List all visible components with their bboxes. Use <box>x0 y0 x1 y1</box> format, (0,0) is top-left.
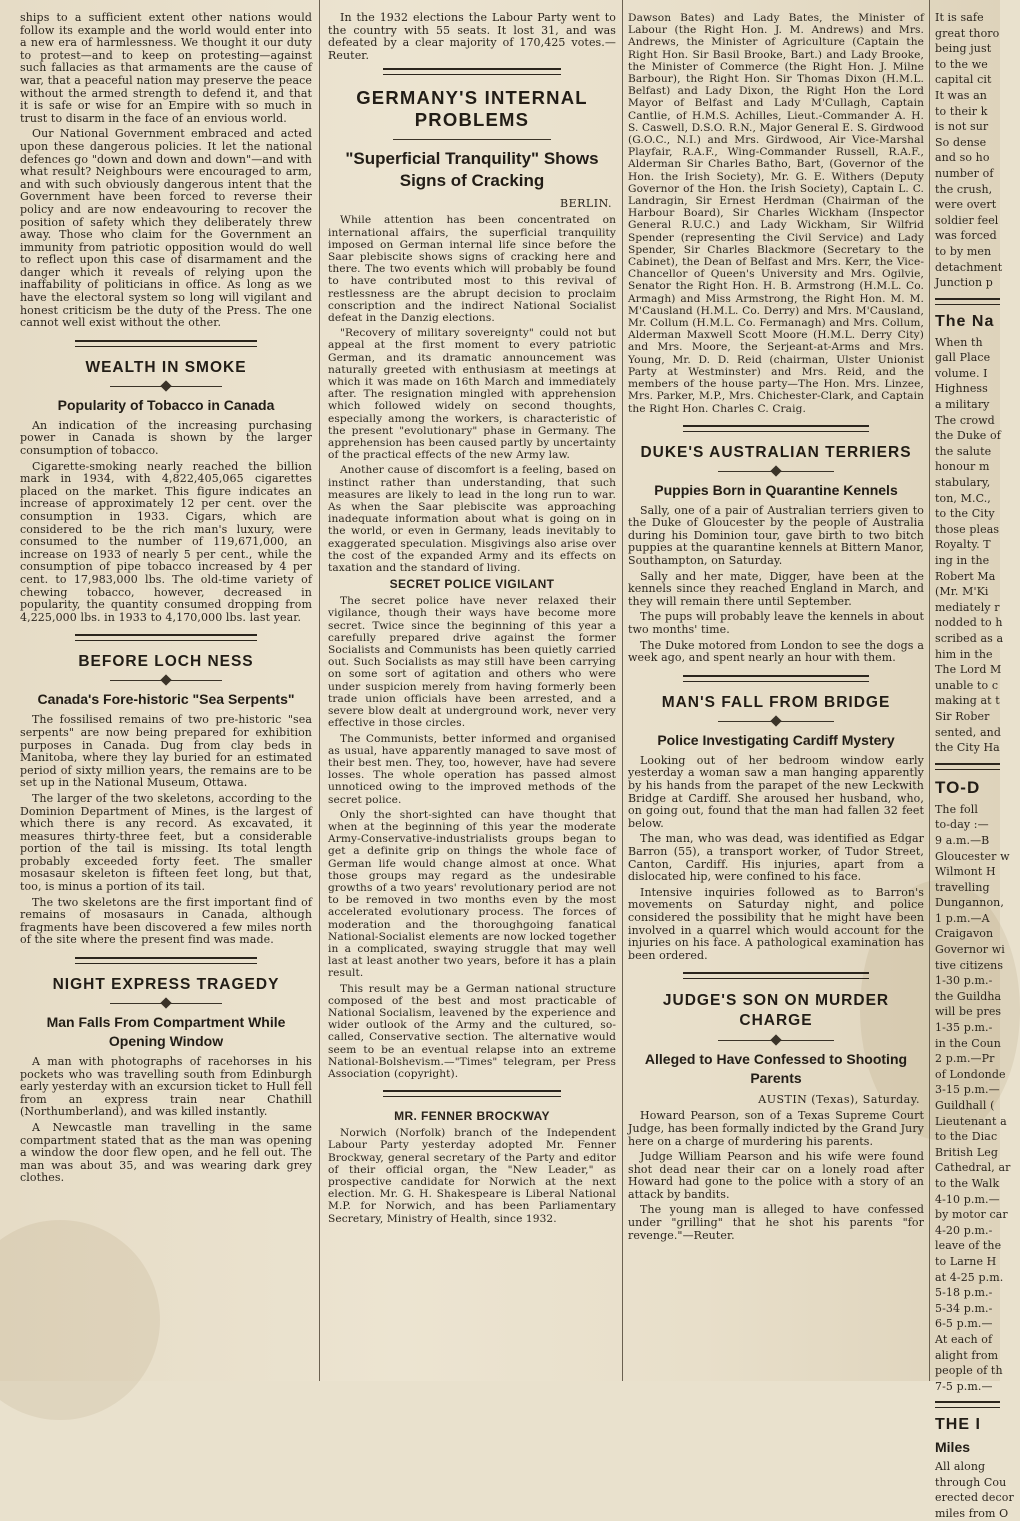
cropped-text-line: will be pres <box>935 1005 1002 1019</box>
section-rule <box>935 298 1000 305</box>
cropped-text-line: Royalty. T <box>935 538 991 552</box>
editorial-paragraph: ships to a sufficient extent other nations would follow its example and the world would enter into a new era of harmlessness. We thought it our duty to protest—and to keep on protesting—against such fallacies as that armaments are the cause of war, that a peaceful nation may preserve the peace without the armed strength to defend it, and that it is safe or wise for an Empire with so much in trust to disarm in the face of an envious world. <box>20 11 312 125</box>
section-rule <box>683 972 869 979</box>
cropped-text-line: being just <box>935 42 992 56</box>
article-paragraph: A Newcastle man travelling in the same compartment stated that as the man was opening a window the door flew open, and he fell out. The man was about 35, and was wearing dark grey clothes. <box>20 1121 312 1185</box>
cropped-text-line: 5-18 p.m.- <box>935 1286 993 1300</box>
section-rule <box>935 1401 1000 1408</box>
cropped-text-line: to-day :— <box>935 818 989 832</box>
column-1 <box>20 0 312 1381</box>
cropped-text-line: tive citizens <box>935 958 1004 972</box>
subhead-cardiff-mystery: Police Investigating Cardiff Mystery <box>657 731 895 748</box>
section-rule <box>75 634 257 641</box>
headline-before-loch-ness: BEFORE LOCH NESS <box>78 653 254 671</box>
article-paragraph: The pups will probably leave the kennels in about two months' time. <box>628 610 924 637</box>
headline-fenner-brockway: MR. FENNER BROCKWAY <box>394 1109 550 1124</box>
cropped-text-line: capital cit <box>935 73 992 87</box>
cropped-text-line: Dungannon, <box>935 896 1004 910</box>
cropped-text-line: Junction p <box>935 276 993 290</box>
article-paragraph: This result may be a German national structure composed of the best and most practicable of National Socialism, leavened by the experience and wider outlook of the Army and the cultured, so-called, Conservative section. The alternative would seem to be an eventual relapse into an extreme National-Bolshevism.—"Times" telegram, per Press Association (copyright). <box>328 982 616 1080</box>
article-paragraph: Howard Pearson, son of a Texas Supreme Court Judge, has been formally indicted by the Grand Jury here on a charge of murdering his parents. <box>628 1109 924 1148</box>
article-paragraph: A man with photographs of racehorses in his pockets who was travelling south from Edinburgh early yesterday with an excursion ticket to Hull fell from an express train near Chathill (Northumberland), and was killed instantly. <box>20 1055 312 1119</box>
article-paragraph: The secret police have never relaxed their vigilance, though their ways have become more secret. Twice since the beginning of this year a carefully prepared drive against the former Socialists and Communists has been quietly carried out. Such Socialists as may still have been carrying on some sort of agitation and others who were under suspicion merely from having formerly been trade union officials have been arrested, and a severe blow dealt at underground work, never very effective in those circles. <box>328 595 616 730</box>
ornament-divider <box>718 1036 834 1044</box>
cropped-text-line: The foll <box>935 802 978 816</box>
headline-dukes-australian-terriers: DUKE'S AUSTRALIAN TERRIERS <box>640 443 912 461</box>
cropped-text-line: is not sur <box>935 120 989 134</box>
article-paragraph: Looking out of her bedroom window early yesterday a woman saw a man hanging apparently by his hands from the parapet of the new Leckwith Bridge at Cardiff. She aroused her husband, who, on going out, found that the man had fallen 32 feet below. <box>628 753 924 830</box>
headline-wealth-in-smoke: WEALTH IN SMOKE <box>85 358 247 376</box>
section-rule <box>393 139 551 140</box>
cropped-text-line: 6-5 p.m.— <box>935 1317 993 1331</box>
article-paragraph: The Duke motored from London to see the dogs a week ago, and spent nearly an hour with them. <box>628 638 924 665</box>
section-rule <box>683 425 869 432</box>
cropped-text-line: Robert Ma <box>935 569 996 583</box>
cropped-text-line: to the we <box>935 57 988 71</box>
cropped-text-line: When th <box>935 335 983 349</box>
article-paragraph: The young man is alleged to have confessed under "grilling" that he shot his parents "for revenge."—Reuter. <box>628 1203 924 1242</box>
cropped-text-line: 4-20 p.m.- <box>935 1223 993 1237</box>
cropped-text-line: Gloucester w <box>935 849 1010 863</box>
cropped-text-line: the Guildha <box>935 989 1002 1003</box>
article-paragraph: Norwich (Norfolk) branch of the Independent Labour Party yesterday adopted Mr. Fenner Brockway, general secretary of the Party and editor of their official organ, the "New Leader," as prospective candidate for Norwich at the next election. Mr. G. H. Shakespeare is Liberal National M.P. for Norwich, and has been Parliamentary Secretary, Ministry of Health, since 1932. <box>328 1127 616 1225</box>
cropped-text-line: him in the <box>935 647 993 661</box>
cropped-text-line: great thoro <box>935 26 1000 40</box>
crosshead-secret-police: SECRET POLICE VIGILANT <box>389 577 555 592</box>
cropped-text-line: to the Diac <box>935 1130 998 1144</box>
section-rule <box>75 340 257 347</box>
cropped-text-line: to the Walk <box>935 1176 1000 1190</box>
article-paragraph: Another cause of discomfort is a feeling, based on instinct rather than understanding, that such measures are likely to lead in the long run to war. As when the Saar plebiscite was approaching inadequate information about what is going on in the world, or even in Germany, leads inevitably to exaggerated speculation. Misgivings also arise over the cost of the expanded Army and its effects on taxation and the standard of living. <box>328 464 616 575</box>
cropped-text-line: Sir Rober <box>935 709 990 723</box>
subhead-tobacco: Popularity of Tobacco in Canada <box>57 396 275 413</box>
cropped-text-line: at 4-25 p.m. <box>935 1270 1004 1284</box>
headline-the-i: THE I <box>935 1416 981 1434</box>
cropped-text-line: honour m <box>935 460 990 474</box>
column-rule <box>929 0 930 1381</box>
cropped-text-line: It is safe <box>935 11 984 24</box>
column-4-cropped <box>935 0 1014 1521</box>
subhead-quarantine-kennels: Puppies Born in Quarantine Kennels <box>654 481 898 498</box>
cropped-text-line: number of <box>935 166 994 180</box>
cropped-text-line: 1 p.m.—A <box>935 911 990 925</box>
cropped-text-line: soldier feel <box>935 213 999 227</box>
article-paragraph: The fossilised remains of two pre-historic "sea serpents" are now being prepared for exhibition purposes in Canada. Dug from clay beds in Manitoba, where they lay buried for an estimated period of sixty million years, the remains are to be set up in the National Museum, Ottawa. <box>20 713 312 790</box>
guest-list-paragraph: Dawson Bates) and Lady Bates, the Minister of Labour (the Right Hon. J. M. Andrews) and Mrs. Andrews, the Minister of Agriculture (Captain the Right Hon. Sir Basil Brooke, Bart.) and Lady Brooke, the Minister of Commerce (the Right Hon. J. Milne Barbour), the Right Hon. Sir Thomas Dixon (H.M.L. Belfast) and Lady Dixon, the Right Hon the Lord Mayor of Belfast and Lady M'Cullagh, Captain Cantlie, of H.M.S. Achilles, Lieut.-Commander A. H. S. Caswell, D.S.O. R.N., Major General E. S. Girdwood (G.O.C., N.I.) and Mrs. Girdwood, Air Vice-Marshal Playfair, R.A.F., Wing-Commander Russell, R.A.F., Alderman Sir Charles Batho, Bart, (Governor of the Hon. the Irish Society), Mr. G. E. Withers (Deputy Governor of the Hon. the Irish Society), Captain L. C. Landragin, Sir Ernest Herdman (Chairman of the Harbour Board), Sir Charles Wickham (Inspector General R.U.C.) and Lady Wickham, Sir Wilfrid Spender (representing the Civil Service) and Lady Spender, Sir Charles Blackmore (Secretary to the Cabinet), the Dean of Belfast and Mrs. Kerr, the Vice-Chancellor of Queen's University and Mrs. Ogilvie, Senator the Right Hon. H. B. Armstrong (H.M.L. Co. Armagh) and Miss Armstrong, the Right Hon. M. M. M'Causland (H.M.L. Co. Derry) and Mrs. M'Causland, Mr. Collum (H.M.L. Co. Fermanagh) and Mrs. Collum, Alderman Maxwell Scott Moore (H.M.L. Derry City) and Mrs. Moore, the Serjeant-at-Arms and Mrs. Young, Mr. D. D. Reid (chairman, Ulster Unionist Party at Westminster) and Mrs. Reid, and the members of the house party—The Hon. Mrs. Linzee, Mrs. Parker, M.P., Mrs. Chichester-Clark, and Captain the Right Hon. Charles C. Craig. <box>628 12 924 415</box>
article-paragraph: An indication of the increasing purchasing power in Canada is shown by the larger consumption of tobacco. <box>20 418 312 458</box>
cropped-text-line: 1-30 p.m.- <box>935 974 993 988</box>
cropped-text-line: 1-35 p.m.- <box>935 1021 993 1035</box>
cropped-text-line: of Londonde <box>935 1067 1006 1081</box>
article-paragraph: The two skeletons are the first important find of remains of mosasaurs in Canada, although fragments have been discovered a few miles north of the site where the present find was made. <box>20 895 312 947</box>
cropped-text-line: through Cou <box>935 1475 1007 1489</box>
cropped-text-line: sented, and <box>935 725 1001 739</box>
headline-night-express-tragedy: NIGHT EXPRESS TRAGEDY <box>52 976 280 994</box>
cropped-text-line: to Larne H <box>935 1254 997 1268</box>
article-paragraph: In the 1932 elections the Labour Party went to the country with 55 seats. It lost 31, and was defeated by a clear majority of 170,425 votes.—Reuter. <box>328 11 616 62</box>
cropped-text-line: mediately r <box>935 600 1000 614</box>
ornament-divider <box>718 717 834 725</box>
cropped-text-line: unable to c <box>935 678 999 692</box>
subhead-superficial-tranquility: "Superficial Tranquility" Shows Signs of Cracking <box>345 149 599 191</box>
cropped-text-line: people of th <box>935 1364 1003 1378</box>
cropped-text-line: The Lord M <box>935 663 1002 677</box>
article-paragraph: The larger of the two skeletons, according to the Dominion Department of Mines, is the largest of which there is any record. As excavated, it measures thirty-three feet, but a considerable portion of the tail is missing. Its total length probably exceeded forty feet. The smaller mosasaur skeleton is fifteen feet long, but that, too, is minus a portion of its tail. <box>20 791 312 894</box>
section-rule <box>935 763 1000 770</box>
cropped-text-line: stabulary, <box>935 476 991 490</box>
cropped-text-line: in the Coun <box>935 1036 1001 1050</box>
cropped-text-line: The crowd <box>935 413 995 427</box>
headline-mans-fall-from-bridge: MAN'S FALL FROM BRIDGE <box>661 693 891 711</box>
column-3 <box>628 0 924 1381</box>
cropped-text-line: Governor wi <box>935 943 1005 957</box>
cropped-text-line: leave of the <box>935 1239 1002 1253</box>
cropped-text-line: the City Ha <box>935 741 1000 755</box>
cropped-text-line: travelling <box>935 880 990 894</box>
article-paragraph: Intensive inquiries followed as to Barron's movements on Saturday night, and police considered the possibility that he might have been involved in a quarrel which would account for the injuries on his face. A pathological examination has been ordered. <box>628 885 924 962</box>
cropped-text-line: At each of <box>935 1332 993 1346</box>
article-paragraph: Only the short-sighted can have thought that when at the beginning of this year the moderate Army-Conservative-industrialists groups began to get a definite grip on things the whole face of German life would change almost at once. What those groups may regard as the undesirable growths of a two years' revolutionary period are not to be removed in two months even by the most accelerated evolutionary process. The forces of moderation and the thoroughgoing fanatical National-Socialist elements are now locked together in a complicated, swaying struggle that may well last at least another two years, before it has a plain result. <box>328 808 616 980</box>
cropped-text-line: (Mr. M'Ki <box>935 585 989 599</box>
cropped-text-line: those pleas <box>935 522 1000 536</box>
section-rule <box>75 957 257 964</box>
cropped-text-line: erected decor <box>935 1491 1014 1505</box>
cropped-text-line: 7-5 p.m.— <box>935 1379 993 1393</box>
ornament-divider <box>110 999 222 1007</box>
cropped-text-line: 2 p.m.—Pr <box>935 1052 995 1066</box>
cropped-text-line: scribed as a <box>935 631 1004 645</box>
ornament-divider <box>718 467 834 475</box>
cropped-text-line: Guildhall ( <box>935 1099 995 1112</box>
cropped-text-line: the crush, <box>935 182 993 196</box>
dateline: BERLIN. <box>560 197 612 211</box>
headline-to-day: TO-D <box>935 777 981 797</box>
cropped-text-line: to the City <box>935 507 995 521</box>
cropped-text-line: volume. I <box>935 366 988 380</box>
column-rule <box>622 0 623 1381</box>
cropped-text-line: was forced <box>935 229 997 243</box>
cropped-text-line: ing in the <box>935 554 990 567</box>
cropped-text-line: ton, M.C., <box>935 491 991 505</box>
subhead-compartment: Man Falls From Compartment While Opening Window <box>46 1014 286 1050</box>
cropped-text-line: the salute <box>935 444 992 458</box>
section-rule <box>683 675 869 682</box>
cropped-text-line: and so ho <box>935 151 990 165</box>
cropped-text-line: Lieutenant a <box>935 1114 1007 1128</box>
article-paragraph: Sally and her mate, Digger, have been at the kennels since they reached England in March, and they will remain there until September. <box>628 569 924 608</box>
editorial-paragraph: Our National Government embraced and acted upon these dangerous policies. It let the national defences go "down and down and down"—and with what result? Neighbours were encouraged to arm, and with such obviously dangerous intent that the Government have been forced to reverse their policy and are now endeavouring to recover the position of safety which they deliberately threw away. Those who claim for the Government an immunity from patriotic opposition would do well to reflect upon this case of disarmament and the danger which it reveals of relying upon the inaffability of politicians in office. As long as we have the electoral system so long will vigilant and honest criticism be the duty of the Press. The one cannot well exist without the other. <box>20 127 312 330</box>
article-paragraph: Sally, one of a pair of Australian terriers given to the Duke of Gloucester by the people of Australia during his Dominion tour, gave birth to two bitch puppies at the quarantine kennels at Bittern Manor, Southampton, on Saturday. <box>628 503 924 568</box>
headline-judges-son-murder-charge: JUDGE'S SON ON MURDER CHARGE <box>662 992 890 1030</box>
ornament-divider <box>110 382 222 390</box>
cropped-text-line: Highness <box>935 382 988 396</box>
cropped-text-line: Craigavon <box>935 927 994 941</box>
subhead-sea-serpents: Canada's Fore-historic "Sea Serpents" <box>37 691 295 708</box>
subhead-confessed-shooting: Alleged to Have Confessed to Shooting Parents <box>644 1051 908 1087</box>
cropped-text-line: the Duke of <box>935 429 1001 443</box>
column-rule <box>319 0 320 1381</box>
cropped-text-line: to their k <box>935 104 988 118</box>
cropped-text-line: 9 a.m.—B <box>935 833 990 847</box>
section-rule <box>383 1090 561 1097</box>
column-2 <box>328 0 616 1381</box>
headline-the-na: The Na <box>935 312 995 330</box>
article-paragraph: While attention has been concentrated on international affairs, the superficial tranquility imposed on German internal life since before the Saar plebiscite shows signs of cracking here and there. The two events which will probably be found to have contributed most to this revival of restlessness are the abrupt decision to proclaim conscription and the indirect National Socialist defeat in the Danzig elections. <box>328 214 616 324</box>
cropped-text-line: It was an <box>935 88 987 102</box>
cropped-text-line: Wilmont H <box>935 865 996 879</box>
cropped-text-line: So dense <box>935 135 987 149</box>
ornament-divider <box>110 676 222 684</box>
cropped-text-line: detachment <box>935 260 1003 274</box>
cropped-text-line: 3-15 p.m.— <box>935 1083 1000 1097</box>
cropped-text-line: making at t <box>935 694 1000 708</box>
article-paragraph: The man, who was dead, was identified as Edgar Barron (55), a transport worker, of Tudor Street, Canton, Cardiff. His injuries, apart from a dislocated hip, were confined to his face. <box>628 832 924 884</box>
article-paragraph: "Recovery of military sovereignty" could not but appeal at the first moment to every patriotic German, and its dramatic announcement was naturally greeted with enthusiasm at meetings at which it was made on 16th March and immediately after. The resignation mingled with apprehension which followed widely on second thoughts, especially among the workers, is characteristic of the present "evolutionary" phase in Germany. The apprehension has been caused partly by uncertainty of the practical effects of the new Army law. <box>328 327 616 462</box>
cropped-text-line: were overt <box>935 198 997 212</box>
cropped-text-line: gall Place <box>935 351 991 365</box>
cropped-text-line: a military <box>935 398 990 412</box>
cropped-text-line: by motor car <box>935 1208 1008 1222</box>
article-paragraph: Cigarette-smoking nearly reached the billion mark in 1934, with 4,822,405,065 cigarettes placed on the market. This figure indicates an increase of approximately 12 per cent. over the consumption in 1933. Cigars, which are considered to be the rich man's luxury, were consumed to the number of 119,671,000, an increase on 1933 of nearly 5 per cent., while the consumption of pipe tobacco increased by 4 per cent. to 17,983,000 lbs. The old-time variety of chewing tobacco, however, decreased in popularity, the quantity consumed dropping from 4,225,000 lbs. in 1933 to 4,170,000 lbs. last year. <box>20 459 312 624</box>
dateline: AUSTIN (Texas), Saturday. <box>758 1093 920 1107</box>
cropped-text-line: 5-34 p.m.- <box>935 1301 993 1315</box>
subhead-miles: Miles <box>935 1439 971 1456</box>
cropped-text-line: 4-10 p.m.— <box>935 1192 1000 1206</box>
cropped-text-line: to by men <box>935 244 992 258</box>
article-paragraph: The Communists, better informed and organised as usual, have apparently managed to save most of their best men. They, too, however, have had severe losses. The whole operation has passed almost unnoticed owing to the improved methods of the secret police. <box>328 732 616 806</box>
article-paragraph: Judge William Pearson and his wife were found shot dead near their car on a lonely road after Howard had gone to the police with a story of an attack by bandits. <box>628 1150 924 1201</box>
section-rule <box>383 68 561 75</box>
cropped-text-line: Cathedral, ar <box>935 1161 1011 1175</box>
cropped-text-line: nodded to h <box>935 616 1003 630</box>
headline-germanys-internal-problems: GERMANY'S INTERNAL PROBLEMS <box>356 87 588 131</box>
cropped-text-line: miles from O <box>935 1507 1009 1521</box>
cropped-text-line: British Leg <box>935 1145 998 1159</box>
cropped-text-line: All along <box>935 1460 986 1474</box>
cropped-text-line: alight from <box>935 1348 999 1362</box>
